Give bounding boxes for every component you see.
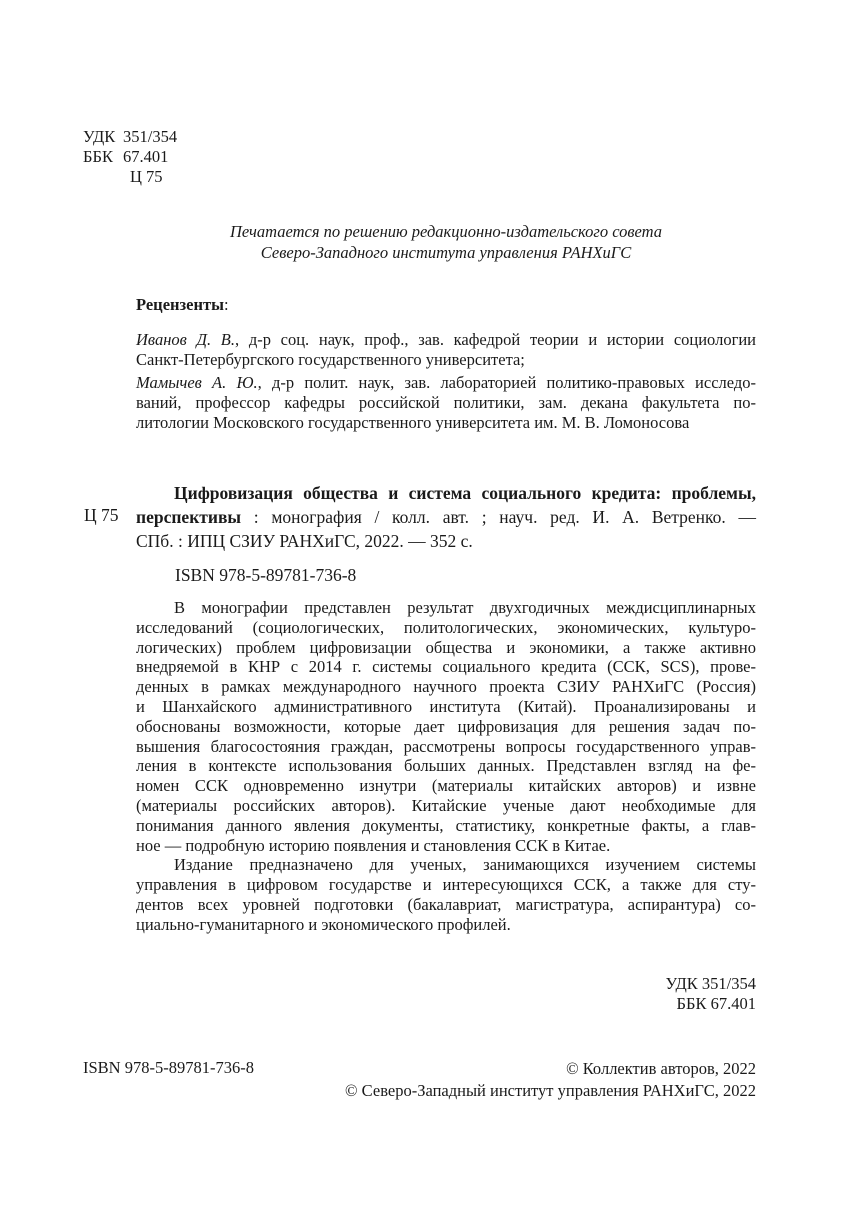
bottom-classification (560, 974, 756, 1014)
publish-note-line: Печатается по решению редакционно-издательского совета (229, 222, 663, 241)
publish-note (135, 221, 757, 263)
abstract-line: управления в цифровом государстве и интересующихся ССК, а также для сту- (136, 875, 756, 895)
abstract-line: логических) проблем цифровизации общества и экономики, а также активно (136, 637, 756, 657)
udk-label: УДК (83, 127, 116, 146)
copyright-institute: © Северо-Западный институт управления РАНХиГС, 2022 (345, 1081, 756, 1100)
abstract-line: ное — подробную историю появления и становления ССК в Китае. (136, 835, 611, 855)
reviewer-line: Санкт-Петербургского государственного университета; (136, 350, 525, 369)
reviewer-line: ваний, профессор кафедры российской политики, зам. декана факультета по- (136, 393, 756, 412)
abstract-line: исследований (социологических, политологических, экономических, культуро- (136, 617, 756, 637)
abstract-line: (материалы российских авторов). Китайские ученые дают необходимые для (136, 795, 756, 815)
isbn: ISBN 978-5-89781-736-8 (175, 565, 357, 585)
udk-value: 351/354 (123, 127, 178, 146)
bottom-bbk: ББК 67.401 (676, 994, 756, 1013)
reviewer-text: , д-р полит. наук, зав. лабораторией политико-правовых исследо- (257, 373, 757, 392)
title-line (136, 505, 756, 529)
abstract-line: номен ССК одновременно изнутри (материалы китайских авторов) и извне (136, 776, 756, 796)
abstract-line: внедряемой в КНР с 2014 г. системы социального кредита (ССК, SCS), прове- (136, 657, 756, 677)
bottom-udk: УДК 351/354 (665, 974, 756, 993)
reviewer-entry (136, 330, 756, 370)
title-imprint: : монография / колл. авт. ; науч. ред. И. А. Ветренко. — (241, 507, 756, 527)
reviewer-entry (136, 373, 756, 433)
abstract-line: понимания данного явления документы, статистику, конкретные факты, а глав- (136, 815, 756, 835)
reviewer-line (136, 330, 756, 350)
abstract-line: и Шанхайского административного института (Китай). Проанализированы и (136, 696, 756, 716)
author-mark: Ц 75 (84, 505, 119, 525)
copyright-block (280, 1058, 756, 1102)
reviewer-name: Мамычев А. Ю. (136, 373, 258, 392)
copyright-authors: © Коллектив авторов, 2022 (566, 1059, 756, 1078)
reviewers-heading-colon: : (223, 295, 229, 314)
abstract-line: циально-гуманитарного и экономического профилей. (136, 914, 511, 934)
author-mark-top (83, 167, 177, 187)
abstract-line: обоснованы возможности, которые дает цифровизация для решения задач по- (136, 716, 756, 736)
publish-note-line: Северо-Западного института управления РАНХиГС (260, 243, 632, 262)
abstract-line: ления в контексте использования больших данных. Представлен взгляд на фе- (136, 756, 756, 776)
reviewer-line (136, 373, 756, 393)
udk-row (83, 127, 177, 147)
abstract-line: денных в рамках международного научного проекта СЗИУ РАНХиГС (Россия) (136, 677, 756, 697)
abstract-line: В монографии представлен результат двухгодичных междисциплинарных (174, 598, 756, 617)
reviewer-line: литологии Московского государственного университета им. М. В. Ломоносова (136, 413, 690, 432)
bbk-row (83, 147, 177, 167)
title-bold: перспективы (136, 507, 242, 527)
title-line: СПб. : ИПЦ СЗИУ РАНХиГС, 2022. — 352 с. (136, 531, 473, 551)
reviewer-name: Иванов Д. В. (136, 330, 236, 349)
title-bold: Цифровизация общества и система социального кредита: проблемы, (174, 483, 756, 503)
bbk-value: 67.401 (123, 147, 169, 166)
abstract-line: дентов всех уровней подготовки (бакалавриат, магистратура, аспирантура) со- (136, 894, 756, 914)
reviewer-text: , д-р соц. наук, проф., зав. кафедрой теории и истории социологии (235, 330, 757, 349)
reviewers-heading (136, 295, 229, 315)
bibliographic-entry (136, 481, 756, 553)
bbk-label: ББК (83, 147, 113, 166)
abstract (136, 598, 756, 935)
title-line (136, 481, 756, 505)
abstract-line: Издание предназначено для ученых, занимающихся изучением системы (174, 855, 756, 875)
author-mark-top-text: Ц 75 (130, 167, 163, 186)
abstract-line: вышения благосостояния граждан, рассмотрены вопросы государственного управ- (136, 736, 756, 756)
reviewers-heading-text: Рецензенты (136, 295, 224, 314)
classification-block (83, 127, 177, 187)
footer-isbn: ISBN 978-5-89781-736-8 (83, 1058, 254, 1077)
